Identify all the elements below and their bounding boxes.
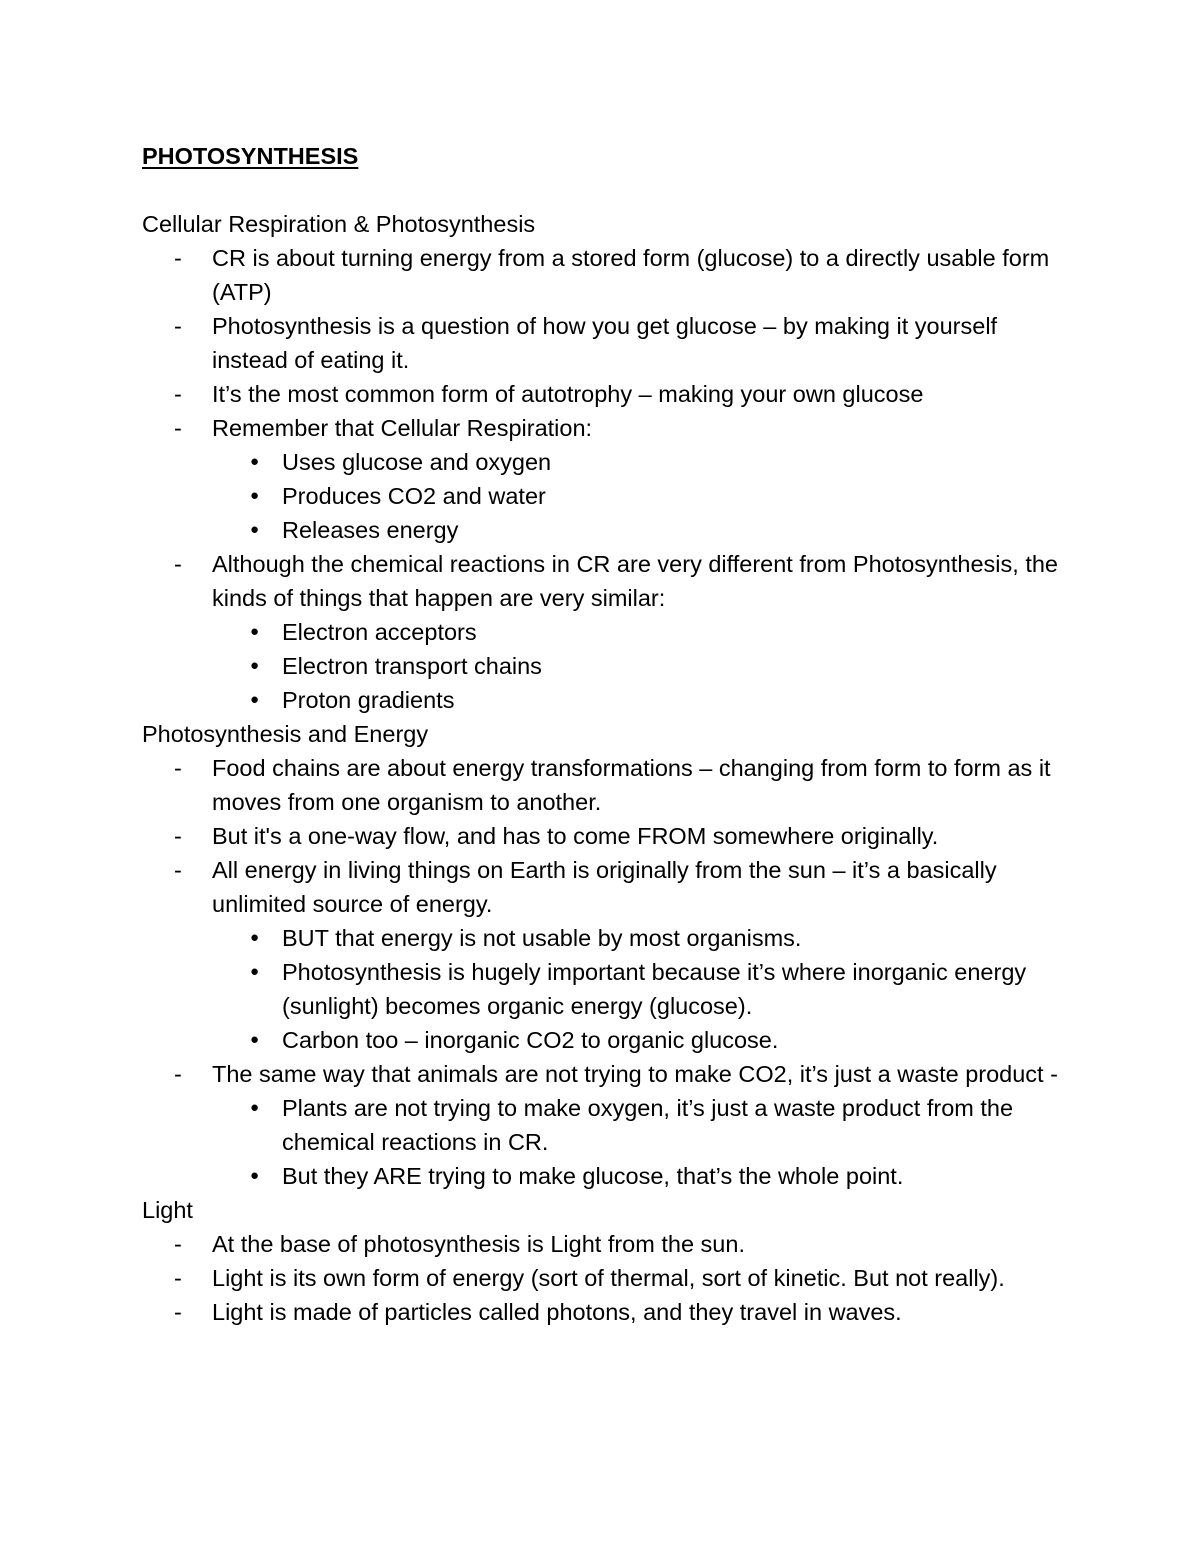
sub-list-item-text: Proton gradients: [282, 687, 455, 713]
dash-bullet-icon: -: [174, 1265, 182, 1291]
sub-list-item-text: Electron acceptors: [282, 619, 477, 645]
dash-list: [142, 751, 1062, 1193]
dash-bullet-icon: -: [174, 857, 182, 883]
bullet-list: [212, 921, 1062, 1057]
list-item-text: The same way that animals are not trying to make CO2, it’s just a waste product -: [212, 1061, 1058, 1087]
list-item-text: Photosynthesis is a question of how you get glucose – by making it yourself instead of eating it.: [212, 313, 998, 373]
list-item: [142, 377, 1062, 411]
sub-list-item: [142, 479, 1062, 513]
dash-bullet-icon: -: [174, 1231, 182, 1257]
dash-bullet-icon: -: [174, 415, 182, 441]
sub-list-item-text: Plants are not trying to make oxygen, it’s just a waste product from the chemical reactions in CR.: [282, 1095, 1014, 1155]
sub-list-item-text: Uses glucose and oxygen: [282, 449, 552, 475]
list-item: [142, 411, 1062, 547]
list-item: [142, 853, 1062, 1057]
list-item-text: But it's a one-way flow, and has to come FROM somewhere originally.: [212, 823, 939, 849]
list-item-text: At the base of photosynthesis is Light from the sun.: [212, 1231, 745, 1257]
sub-list-item-text: Carbon too – inorganic CO2 to organic glucose.: [282, 1027, 779, 1053]
sub-list-item-text: Electron transport chains: [282, 653, 542, 679]
list-item: [142, 819, 1062, 853]
list-item-text: Food chains are about energy transformations – changing from form to form as it moves from one organism to another.: [212, 755, 1051, 815]
dash-bullet-icon: -: [174, 755, 182, 781]
document-page: [142, 139, 1062, 1329]
round-bullet-icon: ●: [250, 521, 260, 538]
sub-list-item-text: BUT that energy is not usable by most organisms.: [282, 925, 802, 951]
list-item-text: Although the chemical reactions in CR are very different from Photosynthesis, the kinds of things that happen are very similar:: [212, 551, 1058, 611]
dash-bullet-icon: -: [174, 381, 182, 407]
sub-list-item-text: But they ARE trying to make glucose, that’s the whole point.: [282, 1163, 904, 1189]
sub-list-item: [142, 1159, 1062, 1193]
round-bullet-icon: ●: [250, 1167, 260, 1184]
sub-list-item: [142, 683, 1062, 717]
dash-bullet-icon: -: [174, 1299, 182, 1325]
round-bullet-icon: ●: [250, 453, 260, 470]
list-item: [142, 751, 1062, 819]
sub-list-item-text: Releases energy: [282, 517, 459, 543]
dash-bullet-icon: -: [174, 245, 182, 271]
dash-bullet-icon: -: [174, 1061, 182, 1087]
list-item: [142, 1227, 1062, 1261]
dash-bullet-icon: -: [174, 551, 182, 577]
list-item-text: Light is made of particles called photons, and they travel in waves.: [212, 1299, 902, 1325]
round-bullet-icon: ●: [250, 623, 260, 640]
section-heading: Cellular Respiration & Photosynthesis: [142, 211, 536, 237]
dash-bullet-icon: -: [174, 313, 182, 339]
dash-list: [142, 1227, 1062, 1329]
list-item-text: Remember that Cellular Respiration:: [212, 415, 593, 441]
sub-list-item-text: Produces CO2 and water: [282, 483, 546, 509]
round-bullet-icon: ●: [250, 929, 260, 946]
round-bullet-icon: ●: [250, 487, 260, 504]
sub-list-item: [142, 649, 1062, 683]
list-item-text: All energy in living things on Earth is originally from the sun – it’s a basically unlimited source of energy.: [212, 857, 997, 917]
sub-list-item: [142, 955, 1062, 1023]
sub-list-item: [142, 513, 1062, 547]
bullet-list: [212, 445, 1062, 547]
section-heading: Photosynthesis and Energy: [142, 721, 429, 747]
list-item: [142, 241, 1062, 309]
sub-list-item-text: Photosynthesis is hugely important because it’s where inorganic energy (sunlight) becomes organic energy (glucose).: [282, 959, 1027, 1019]
list-item: [142, 1057, 1062, 1193]
round-bullet-icon: ●: [250, 1099, 260, 1116]
dash-bullet-icon: -: [174, 823, 182, 849]
list-item: [142, 309, 1062, 377]
list-item: [142, 547, 1062, 717]
list-item-text: Light is its own form of energy (sort of thermal, sort of kinetic. But not really).: [212, 1265, 1005, 1291]
round-bullet-icon: ●: [250, 1031, 260, 1048]
dash-list: [142, 241, 1062, 717]
round-bullet-icon: ●: [250, 963, 260, 980]
round-bullet-icon: ●: [250, 657, 260, 674]
list-item-text: It’s the most common form of autotrophy – making your own glucose: [212, 381, 924, 407]
list-item-text: CR is about turning energy from a stored form (glucose) to a directly usable form (ATP): [212, 245, 1050, 305]
sub-list-item: [142, 1023, 1062, 1057]
sub-list-item: [142, 1091, 1062, 1159]
bullet-list: [212, 1091, 1062, 1193]
bullet-list: [212, 615, 1062, 717]
list-item: [142, 1295, 1062, 1329]
round-bullet-icon: ●: [250, 691, 260, 708]
sub-list-item: [142, 921, 1062, 955]
list-item: [142, 1261, 1062, 1295]
sub-list-item: [142, 615, 1062, 649]
section-heading: Light: [142, 1197, 193, 1223]
sub-list-item: [142, 445, 1062, 479]
document-title: PHOTOSYNTHESIS: [142, 143, 359, 169]
document-body: [142, 207, 1062, 1329]
